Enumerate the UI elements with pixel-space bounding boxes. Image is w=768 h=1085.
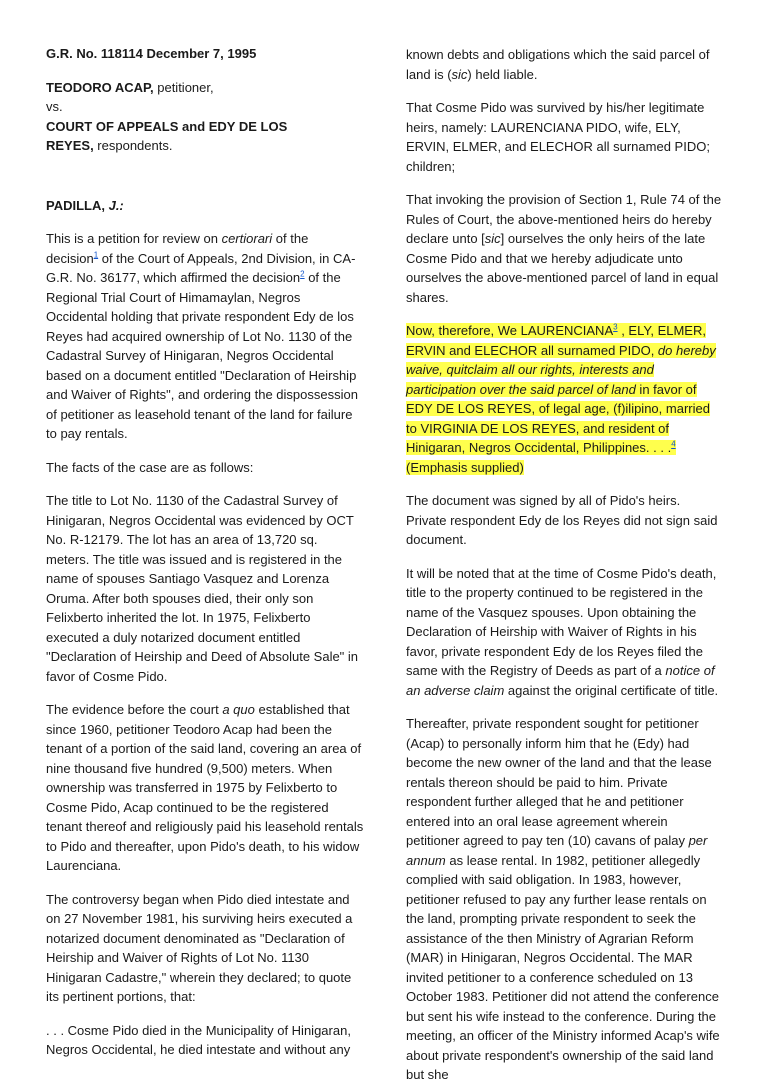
paragraph-adverse-claim <box>406 564 722 701</box>
left-column <box>46 0 364 1060</box>
highlighted-waiver <box>406 323 716 475</box>
paragraph-heirs: That Cosme Pido was survived by his/her legitimate heirs, namely: LAURENCIANA PIDO, wife, ELY, ERVIN, ELMER, and ELECHOR all surnamed PIDO; children; <box>406 100 710 174</box>
versus: vs. <box>46 99 63 114</box>
paragraph-controversy: The controversy began when Pido died intestate and on 27 November 1981, his surviving heirs executed a notarized document denominated as "Declaration of Heirship and Waiver of Rights of Lot No. 1130 Hinigaran Cadastre," wherein they declared; to quote its pertinent portions, that: <box>46 891 353 1004</box>
paragraph-invoking-rule <box>406 190 722 307</box>
text-run-italic: a quo <box>222 702 255 717</box>
respondents-role: respondents. <box>93 138 173 153</box>
petitioner-name: TEODORO ACAP, <box>46 79 154 95</box>
petitioner-role: petitioner, <box>153 79 214 95</box>
text-run-italic: notice of an adverse claim <box>406 663 715 698</box>
text-run: of the Court of Appeals, 2nd Division, in CA-G.R. No. 36177, which affirmed the decision <box>46 250 356 285</box>
text-run-italic: certiorari <box>221 231 273 246</box>
text-run: , ELY, ELMER, ERVIN and ELECHOR all surnamed PIDO, <box>406 323 706 358</box>
footnote-link-4[interactable]: 4 <box>671 439 676 449</box>
text-run: ] ourselves the only heirs of the late Cosme Pido and that we hereby adjudicate unto ourselves the above-mentioned parcel of land in equal shares. <box>406 231 719 305</box>
text-run: established that since 1960, petitioner Teodoro Acap had been the tenant of a portion of the said land, covering an area of nine thousand five hundred (9,500) meters. When ownership was transferred in 1975 by Felixberto to Cosme Pido, Acap continued to be the registered tenant thereof and religiously paid his leasehold rentals to Pido and thereafter, upon Pido's death, to his widow Laurenciana. <box>46 702 364 873</box>
paragraph-signed: The document was signed by all of Pido's heirs. Private respondent Edy de los Reyes did not sign said document. <box>406 493 718 547</box>
text-run: (Emphasis supplied) <box>406 459 524 475</box>
text-run: of the decision <box>46 231 309 266</box>
text-run: Thereafter, private respondent sought for petitioner (Acap) to personally inform him that he (Edy) had become the new owner of the land and that the lease rentals thereon should be paid to him. Private respondent further alleged that he and petitioner entered into an oral lease agreement wherein petitioner agreed to pay ten (10) cavans of palay <box>406 716 712 848</box>
paragraph-petition <box>46 229 364 444</box>
ponente <box>46 196 364 216</box>
text-run: in favor of EDY DE LOS REYES, of legal age, (f)ilipino, married to VIRGINIA DE LOS REYES, and resident of Hinigaran, Negros Occidental, Philippines. . . . <box>406 381 710 455</box>
respondents-name-2: REYES, <box>46 138 94 153</box>
text-run: The evidence before the court <box>46 702 223 717</box>
ponente-title: J.: <box>108 197 124 213</box>
petitioner-line <box>46 78 364 98</box>
text-run-italic: sic <box>451 66 468 82</box>
paragraph-waiver-highlighted <box>406 321 722 477</box>
footnote-link-3[interactable]: 3 <box>613 322 618 332</box>
text-run: of the Regional Trial Court of Himamaylan, Negros Occidental holding that private respondent Edy de los Reyes had acquired ownership of Lot No. 1130 of the Cadastral Survey of Hinigaran, Negros Occidental based on a document entitled "Declaration of Heirship and Waiver of Rights", and ordering the dispossession of petitioner as leasehold tenant of the land for failure to pay rentals. <box>46 270 358 441</box>
paragraph-quote-continued <box>406 45 722 84</box>
text-run: That invoking the provision of Section 1, Rule 74 of the Rules of Court, the above-mentioned heirs do hereby declare unto [ <box>406 192 722 246</box>
right-column <box>406 0 722 1085</box>
paragraph-facts-intro: The facts of the case are as follows: <box>46 459 254 475</box>
footnote-link-2[interactable]: 2 <box>300 269 305 279</box>
footnote-link-1[interactable]: 1 <box>93 250 99 260</box>
text-run-italic: per annum <box>406 833 708 868</box>
text-run: It will be noted that at the time of Cosme Pido's death, title to the property continued to be registered in the name of the Vasquez spouses. Upon obtaining the Declaration of Heirship with Waiver of Rights in his favor, private respondent Edy de los Reyes filed the same with the Registry of Deeds as part of a <box>406 565 717 678</box>
paragraph-lease-dispute <box>406 714 722 1085</box>
paragraph-title-history: The title to Lot No. 1130 of the Cadastral Survey of Hinigaran, Negros Occidental was evidenced by OCT No. R-12179. The lot has an area of 13,720 sq. meters. The title was issued and is registered in the name of spouses Santiago Vasquez and Lorenza Oruma. After both spouses died, their only son Felixberto inherited the lot. In 1975, Felixberto executed a duly notarized document entitled "Declaration of Heirship and Deed of Absolute Sale" in favor of Cosme Pido. <box>46 493 359 684</box>
ponente-name: PADILLA, <box>46 197 109 213</box>
respondents-line <box>46 117 364 156</box>
text-run: against the original certificate of title. <box>504 682 719 698</box>
text-run: ) held liable. <box>467 66 538 82</box>
text-run-italic: sic <box>484 231 501 246</box>
paragraph-quote-start: . . . Cosme Pido died in the Municipality of Hinigaran, Negros Occidental, he died intestate and without any <box>46 1022 351 1057</box>
respondents-name-1: COURT OF APPEALS and EDY DE LOS <box>46 118 288 134</box>
case-number: G.R. No. 118114 December 7, 1995 <box>46 46 257 61</box>
text-run: Now, therefore, We LAURENCIANA <box>406 323 614 338</box>
text-run-italic: do hereby waive, quitclaim all our rights, interests and participation over the said parcel of land <box>406 342 716 397</box>
text-run: This is a petition for review on <box>46 231 222 246</box>
paragraph-evidence <box>46 700 364 876</box>
text-run: as lease rental. In 1982, petitioner allegedly complied with said obligation. In 1983, however, petitioner refused to pay any further lease rentals on the land, prompting private respondent to seek the assistance of the then Ministry of Agrarian Reform (MAR) in Hinigaran, Negros Occidental. The MAR invited petitioner to a conference scheduled on 13 October 1983. Petitioner did not attend the conference but sent his wife instead to the conference. During the meeting, an officer of the Ministry informed Acap's wife about private respondent's ownership of the said land but she <box>406 852 720 1082</box>
text-run: known debts and obligations which the said parcel of land is ( <box>406 47 710 82</box>
